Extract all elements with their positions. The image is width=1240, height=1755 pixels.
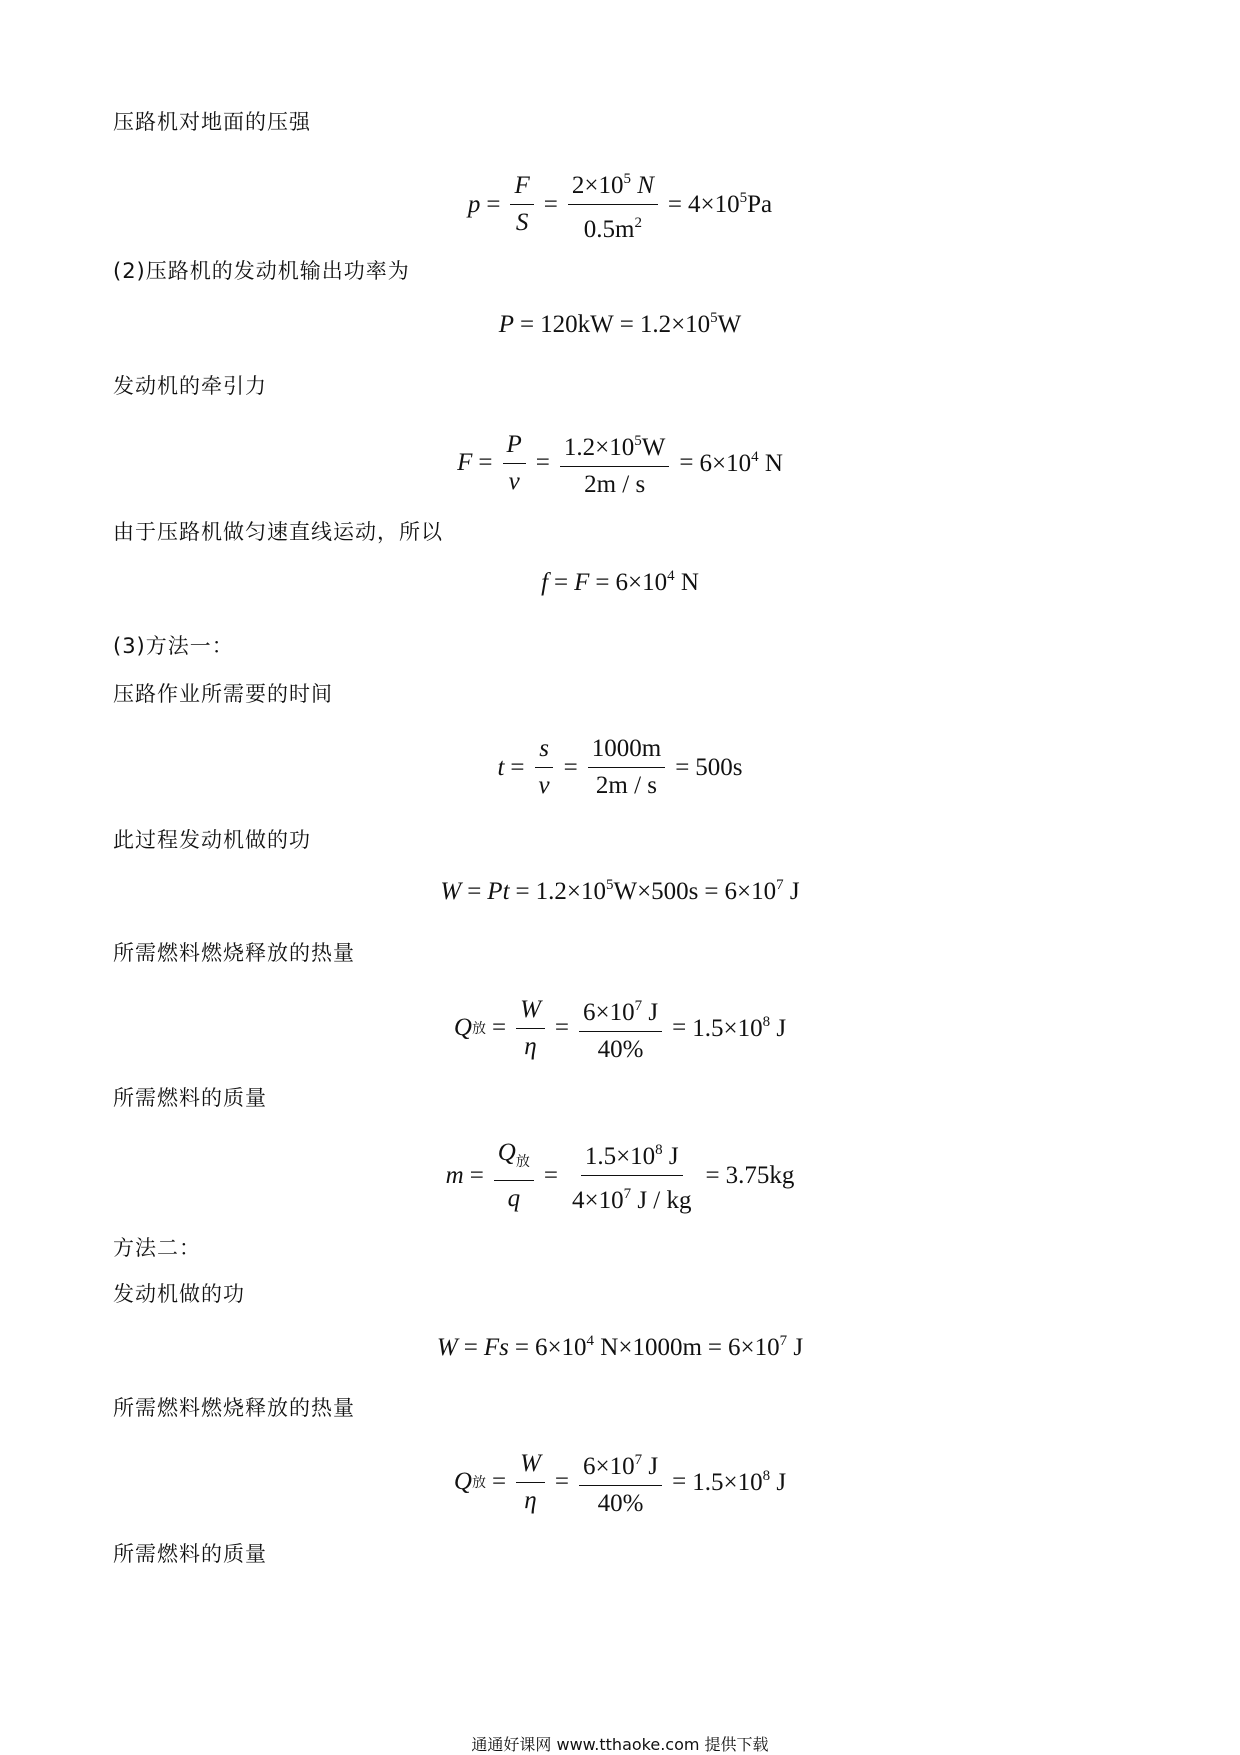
equation-friction: f = F = $6\times 10^4$ N [541, 568, 699, 596]
text-method-two: 方法二： [113, 1236, 201, 1260]
text-work-intro-2: 发动机做的功 [113, 1282, 245, 1306]
text-work-intro: 此过程发动机做的功 [113, 828, 311, 852]
text-mass-intro: 所需燃料的质量 [113, 1086, 267, 1110]
equation-work-2: W = Fs = $6\times 10^4$ N×1000m = $6\times 10^7$ J [436, 1333, 804, 1361]
text-traction-intro: 发动机的牵引力 [113, 374, 267, 398]
equation-heat-2: Q 放 = $\frac{W}{\eta}$ = $\frac{6\times 10^7 J}{40\%}$ = $1.5\times 10^8$ J [0, 1444, 1240, 1520]
equation-traction: F = $\frac{P}{v}$ = $\frac{1.2\times 10^5W}{2m / s}$ = $6\times 10^4$ N [0, 425, 1240, 501]
text-method-one: (3)方法一： [113, 634, 234, 658]
page-footer: 通通好课网 www.tthaoke.com 提供下载 [471, 1735, 769, 1754]
text-uniform-motion: 由于压路机做匀速直线运动，所以 [113, 520, 443, 544]
text-power-intro: (2)压路机的发动机输出功率为 [113, 259, 410, 283]
equation-pressure: p = $\frac{F}{S}$ = $\frac{2\times 10^5 N}{0.5m^2}$ = $4\times 10^5Pa$ [0, 163, 1240, 246]
equation-mass: m = $\frac{Q_放}{q}$ = $\frac{1.5\times 10^8 J}{4\times 10^7 J / kg}$ = 3.75kg [0, 1134, 1240, 1217]
text-time-intro: 压路作业所需要的时间 [113, 682, 333, 706]
text-mass-intro-2: 所需燃料的质量 [113, 1542, 267, 1566]
text-heat-intro-2: 所需燃料燃烧释放的热量 [113, 1396, 355, 1420]
equation-time: t = $\frac{s}{v}$ = $\frac{1000m}{2m / s}$ = 500s [497, 735, 743, 799]
equation-power: P = 120kW = $1.2\times 10^5W$ [498, 310, 742, 338]
text-pressure-intro: 压路机对地面的压强 [113, 110, 311, 134]
equation-work: W = Pt = $1.2\times 10^5W\times 500s$ = $6\times 10^7$ J [440, 877, 800, 905]
text-heat-intro: 所需燃料燃烧释放的热量 [113, 941, 355, 965]
equation-heat: Q 放 = $\frac{W}{\eta}$ = $\frac{6\times 10^7 J}{40\%}$ = $1.5\times 10^8$ J [0, 990, 1240, 1066]
